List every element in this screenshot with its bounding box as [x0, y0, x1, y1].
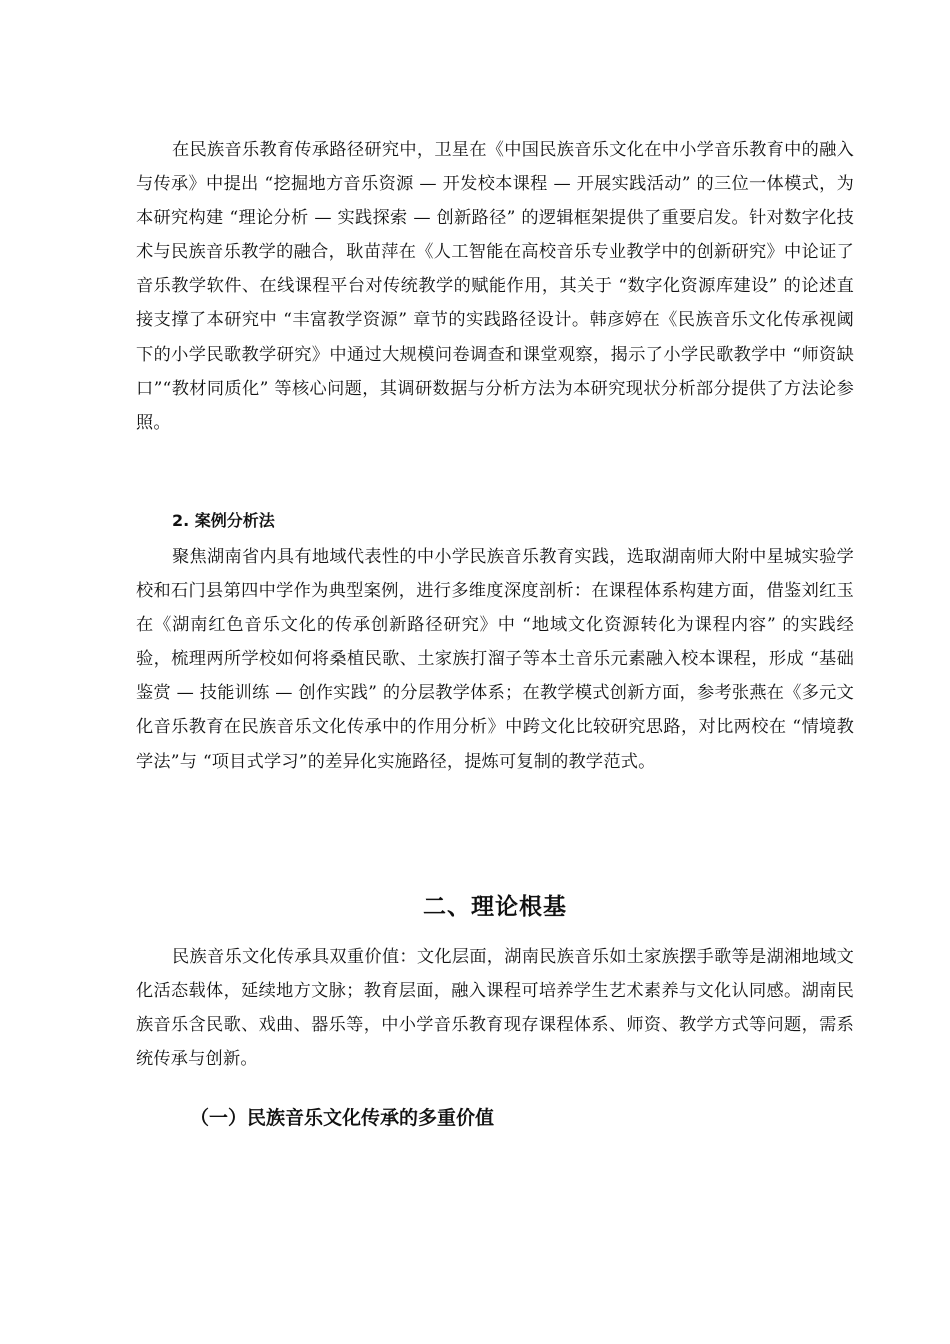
body-paragraph-case-analysis: 聚焦湖南省内具有地域代表性的中小学民族音乐教育实践，选取湖南师大附中星城实验学校和石门县第四中学作为典型案例，进行多维度深度剖析：在课程体系构建方面，借鉴刘红玉在《湖南红色音乐文化的传承创新路径研究》中 “地域文化资源转化为课程内容” 的实践经验，梳理两所学校如何将桑植民歌、土家族打溜子等本土音乐元素融入校本课程，形成 “基础鉴赏 — 技能训练 — 创作实践” 的分层教学体系；在教学模式创新方面，参考张燕在《多元文化音乐教育在民族音乐文化传承中的作用分析》中跨文化比较研究思路，对比两校在 “情境教学法”与 “项目式学习”的差异化实施路径，提炼可复制的教学范式。	[136, 547, 854, 772]
section-title: （一）民族音乐文化传承的多重价值	[190, 1107, 495, 1129]
body-paragraph-literature-review: 在民族音乐教育传承路径研究中，卫星在《中国民族音乐文化在中小学音乐教育中的融入与传承》中提出 “挖掘地方音乐资源 — 开发校本课程 — 开展实践活动” 的三位一体模式，为本研究构建 “理论分析 — 实践探索 — 创新路径” 的逻辑框架提供了重要启发。针对数字化技术与民族音乐教学的融合，耿苗萍在《人工智能在高校音乐专业教学中的创新研究》中论证了音乐教学软件、在线课程平台对传统教学的赋能作用，其关于 “数字化资源库建设” 的论述直接支撑了本研究中 “丰富教学资源” 章节的实践路径设计。韩彦婷在《民族音乐文化传承视阈下的小学民歌教学研究》中通过大规模问卷调查和课堂观察，揭示了小学民歌教学中 “师资缺口”“教材同质化” 等核心问题，其调研数据与分析方法为本研究现状分析部分提供了方法论参照。	[136, 140, 854, 433]
method-heading-case-analysis: 2. 案例分析法	[172, 511, 275, 530]
body-paragraph-theory-basis: 民族音乐文化传承具双重价值：文化层面，湖南民族音乐如土家族摆手歌等是湖湘地域文化活态载体，延续地方文脉；教育层面，融入课程可培养学生艺术素养与文化认同感。湖南民族音乐含民歌、戏曲、器乐等，中小学音乐教育现存课程体系、师资、教学方式等问题，需系统传承与创新。	[136, 947, 854, 1070]
chapter-title: 二、理论根基	[423, 894, 567, 920]
